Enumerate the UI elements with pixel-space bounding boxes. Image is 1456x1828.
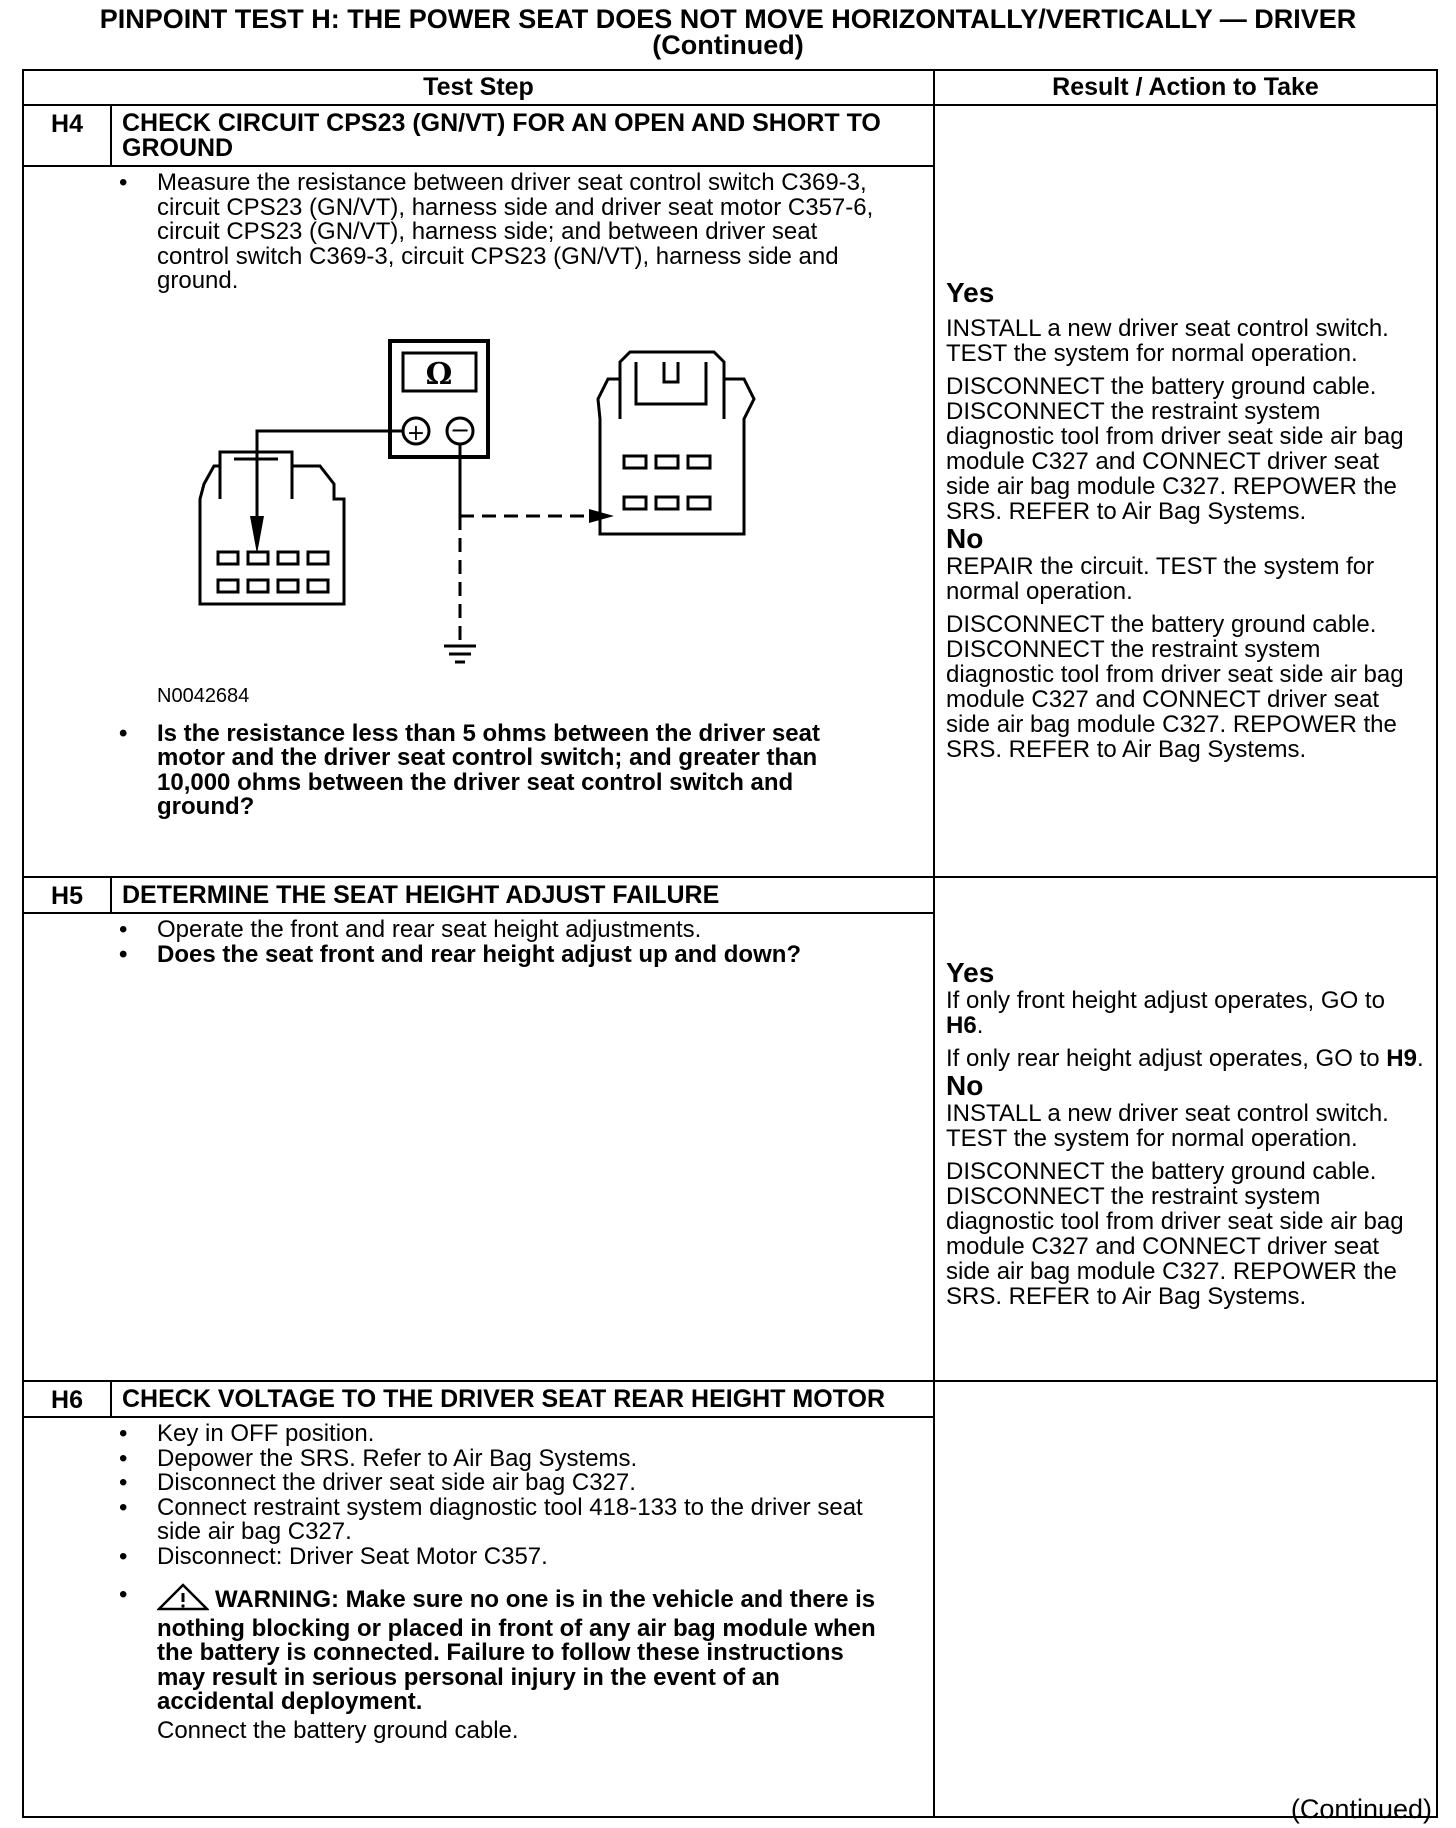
step-number: H6 (24, 1382, 112, 1416)
instruction-item: • Connect restraint system diagnostic tool 418-133 to the driver seat side air bag C327. (24, 1496, 893, 1545)
ground-symbol (444, 646, 476, 662)
figure-code: N0042684 (157, 684, 250, 707)
instruction-item: • Disconnect the driver seat side air bag C327. (24, 1471, 893, 1496)
connector-c357 (598, 352, 754, 534)
pinpoint-test-table (22, 69, 1438, 1818)
svg-text:−: − (449, 415, 471, 444)
yes-action: If only rear height adjust operates, GO to H9. (946, 1045, 1424, 1072)
warning-item (24, 1583, 893, 1743)
result-h4 (934, 105, 1437, 877)
warning-triangle-icon (157, 1583, 209, 1617)
result-h6 (934, 1381, 1437, 1817)
no-action: DISCONNECT the battery ground cable. DISCONNECT the restraint system diagnostic tool from driver seat side air bag module C327 and CONNECT driver seat side air bag module C327. REPOWER the SRS. REFER to Air Bag Systems. (946, 611, 1404, 763)
continued-footer: (Continued) (1290, 1794, 1432, 1824)
test-lead-positive (257, 431, 403, 516)
instruction-item: • Operate the front and rear seat height adjustments. (24, 918, 893, 943)
step-h4 (23, 105, 934, 877)
question-item: • Is the resistance less than 5 ohms between the driver seat motor and the driver seat control switch; and greater than 10,000 ohms between the driver seat control switch and ground? (24, 722, 893, 820)
result-h5 (934, 877, 1437, 1381)
yes-action: DISCONNECT the battery ground cable. DISCONNECT the restraint system diagnostic tool from driver seat side air bag module C327 and CONNECT driver seat side air bag module C327. REPOWER the SRS. REFER to Air Bag Systems. (946, 373, 1404, 525)
diagram-svg (24, 294, 935, 694)
step-number: H4 (24, 106, 112, 165)
yes-action: INSTALL a new driver seat control switch. TEST the system for normal operation. (946, 315, 1389, 367)
step-number: H5 (24, 878, 112, 912)
step-title: DETERMINE THE SEAT HEIGHT ADJUST FAILURE (122, 881, 720, 909)
step-title: CHECK CIRCUIT CPS23 (GN/VT) FOR AN OPEN AND SHORT TO GROUND (122, 109, 881, 162)
yes-label: Yes (946, 277, 995, 308)
meter-symbol: Ω (425, 356, 453, 392)
question-item: • Does the seat front and rear height adjust up and down? (24, 943, 893, 968)
no-label: No (946, 1070, 984, 1101)
step-h5 (23, 877, 934, 1381)
page-subtitle: (Continued) (652, 30, 804, 60)
connector-c369 (200, 452, 344, 604)
step-h6 (23, 1381, 934, 1817)
yes-label: Yes (946, 957, 995, 988)
no-action: REPAIR the circuit. TEST the system for normal operation. (946, 553, 1375, 605)
no-label: No (946, 523, 984, 554)
instruction-item: • Measure the resistance between driver seat control switch C369-3, circuit CPS23 (GN/VT), harness side and driver seat motor C357-6, circuit CPS23 (GN/VT), harness side; and between driver seat control switch C369-3, circuit CPS23 (GN/VT), harness side and ground. (24, 171, 893, 294)
header-result: Result / Action to Take (934, 70, 1437, 105)
instruction-item: • Disconnect: Driver Seat Motor C357. (24, 1545, 893, 1570)
instruction-item: Connect the battery ground cable. (157, 1716, 519, 1744)
no-action: INSTALL a new driver seat control switch. TEST the system for normal operation. (946, 1100, 1389, 1152)
no-action: DISCONNECT the battery ground cable. DISCONNECT the restraint system diagnostic tool from driver seat side air bag module C327 and CONNECT driver seat side air bag module C327. REPOWER the SRS. REFER to Air Bag Systems. (946, 1158, 1404, 1310)
instruction-item: • Key in OFF position. (24, 1422, 893, 1447)
meter-connector-diagram (24, 294, 893, 714)
header-test-step: Test Step (23, 70, 934, 105)
yes-action: If only front height adjust operates, GO to H6. (946, 987, 1385, 1039)
step-title: CHECK VOLTAGE TO THE DRIVER SEAT REAR HEIGHT MOTOR (122, 1385, 886, 1413)
page-title: PINPOINT TEST H: THE POWER SEAT DOES NOT MOVE HORIZONTALLY/VERTICALLY — DRIVER (99, 4, 1357, 34)
instruction-item: • Depower the SRS. Refer to Air Bag Systems. (24, 1447, 893, 1472)
warning-text: WARNING: Make sure no one is in the vehicle and there is nothing blocking or placed in front of any air bag module when the battery is connected. Failure to follow these instructions may result in serious personal injury in the event of an accidental deployment. (157, 1586, 876, 1715)
svg-text:+: + (406, 420, 426, 446)
